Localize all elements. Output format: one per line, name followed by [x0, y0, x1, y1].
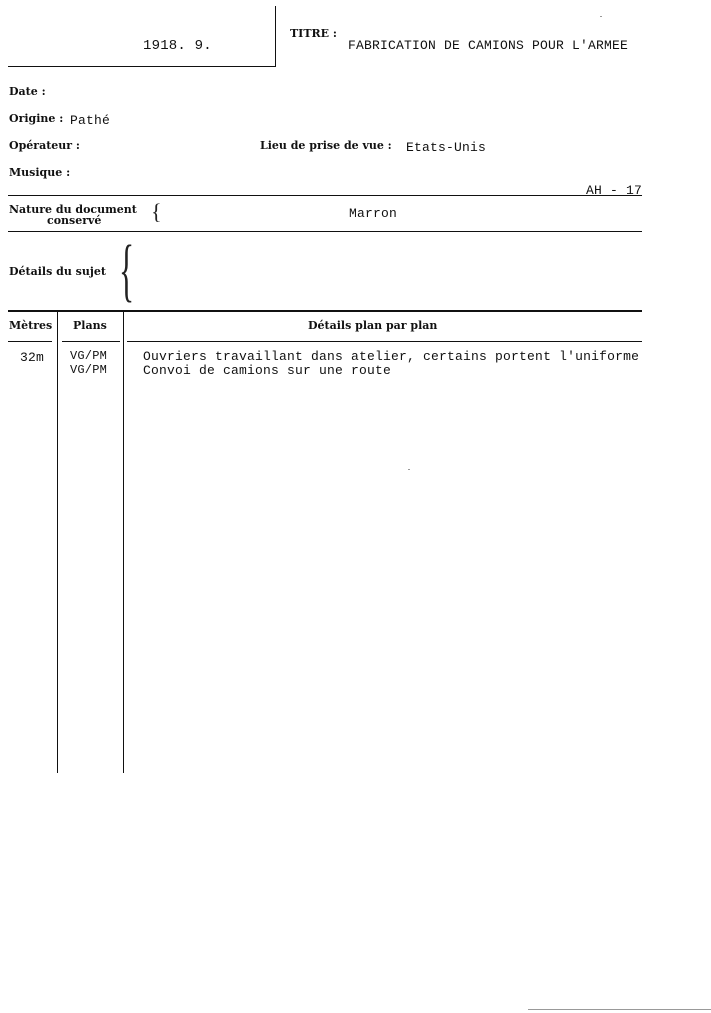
titre-value: FABRICATION DE CAMIONS POUR L'ARMEE — [348, 38, 629, 53]
details-sujet-label: Détails du sujet — [9, 265, 106, 278]
origine-label: Origine : — [9, 112, 64, 125]
reference-number: 1918. 9. — [143, 38, 212, 54]
operateur-label: Opérateur : — [9, 139, 80, 152]
nature-separator — [8, 231, 642, 232]
archive-code: AH - 17 — [586, 183, 643, 198]
column-header-metres: Mètres — [9, 319, 53, 332]
table-row-2-plans: VG/PM — [70, 363, 108, 377]
date-label: Date : — [9, 85, 46, 98]
nature-brace: { — [151, 199, 162, 224]
table-row-1-plans: VG/PM — [70, 349, 108, 363]
table-column-divider-1 — [57, 312, 58, 773]
column-header-plans: Plans — [73, 319, 107, 332]
table-row-1-details: Ouvriers travaillant dans atelier, certains portent l'uniforme — [143, 349, 640, 364]
table-row-1-metres: 32m — [20, 350, 45, 365]
lieu-label: Lieu de prise de vue : — [260, 139, 392, 152]
table-row-2-details: Convoi de camions sur une route — [143, 363, 392, 378]
lieu-value: Etats-Unis — [406, 140, 487, 155]
header-box-bottom-border — [8, 66, 276, 67]
table-header-underline-metres — [8, 341, 52, 342]
paper-speck — [600, 16, 602, 17]
fields-separator — [8, 195, 642, 196]
titre-label: TITRE : — [290, 27, 337, 40]
table-column-divider-2 — [123, 312, 124, 773]
nature-label-line1: Nature du document — [9, 203, 137, 216]
header-box-right-border — [275, 6, 276, 67]
bottom-edge-mark — [528, 1009, 711, 1010]
details-sujet-separator — [8, 310, 642, 312]
details-sujet-brace: { — [119, 232, 135, 309]
musique-label: Musique : — [9, 166, 71, 179]
table-header-underline-details — [127, 341, 642, 342]
nature-label-line2: conservé — [47, 214, 102, 227]
paper-speck — [408, 469, 410, 470]
column-header-details: Détails plan par plan — [308, 319, 438, 332]
origine-value: Pathé — [70, 113, 111, 128]
table-header-underline-plans — [62, 341, 120, 342]
nature-value: Marron — [349, 206, 398, 221]
